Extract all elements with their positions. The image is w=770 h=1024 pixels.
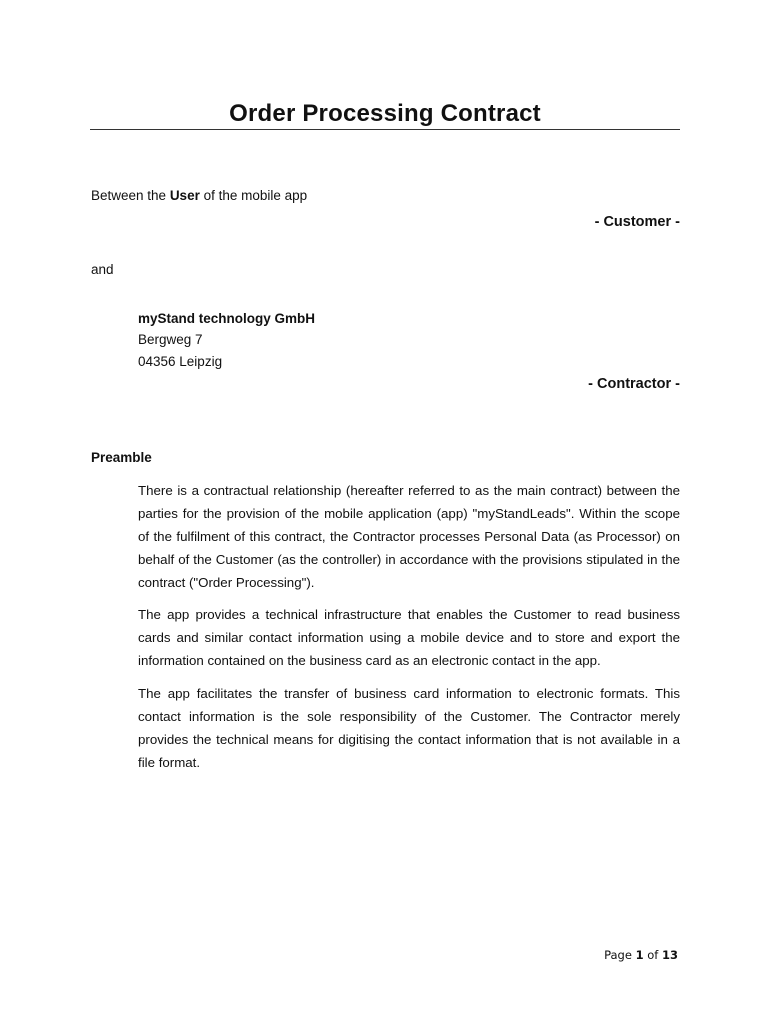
total-pages: 13 <box>661 948 678 962</box>
current-page: 1 <box>635 948 644 962</box>
between-line <box>91 187 307 205</box>
preamble-paragraph-2: The app provides a technical infrastructure that enables the Customer to read business cards and similar contact information using a mobile device and to store and export the information contained on the business card as an electronic contact in the app. <box>138 607 680 668</box>
and-text: and <box>91 262 114 277</box>
company-name: myStand technology GmbH <box>138 311 316 326</box>
company-street: Bergweg 7 <box>138 332 203 347</box>
title-underline <box>90 129 680 130</box>
between-prefix: Between the <box>91 188 170 203</box>
contractor-label: - Contractor - <box>588 376 680 392</box>
preamble-paragraph-3: The app facilitates the transfer of business card information to electronic formats. This contact information is the sole responsibility of the Customer. The Contractor merely provides the technical means for digitising the contact information that is not available in a file format. <box>138 686 680 770</box>
between-user: User <box>169 188 200 203</box>
of-word: of <box>647 948 659 962</box>
preamble-paragraph-1: There is a contractual relationship (hereafter referred to as the main contract) between the parties for the provision of the mobile application (app) "myStandLeads". Within the scope of the fulfilment of this contract, the Contractor processes Personal Data (as Processor) on behalf of the Customer (as the controller) in accordance with the provisions stipulated in the contract ("Order Processing"). <box>138 483 680 590</box>
customer-label: - Customer - <box>594 214 680 230</box>
between-suffix: of the mobile app <box>199 188 308 203</box>
company-city: 04356 Leipzig <box>138 354 223 369</box>
preamble-heading: Preamble <box>91 450 152 465</box>
page-number <box>604 948 678 962</box>
page-word: Page <box>604 948 632 962</box>
document-title: Order Processing Contract <box>229 100 541 127</box>
